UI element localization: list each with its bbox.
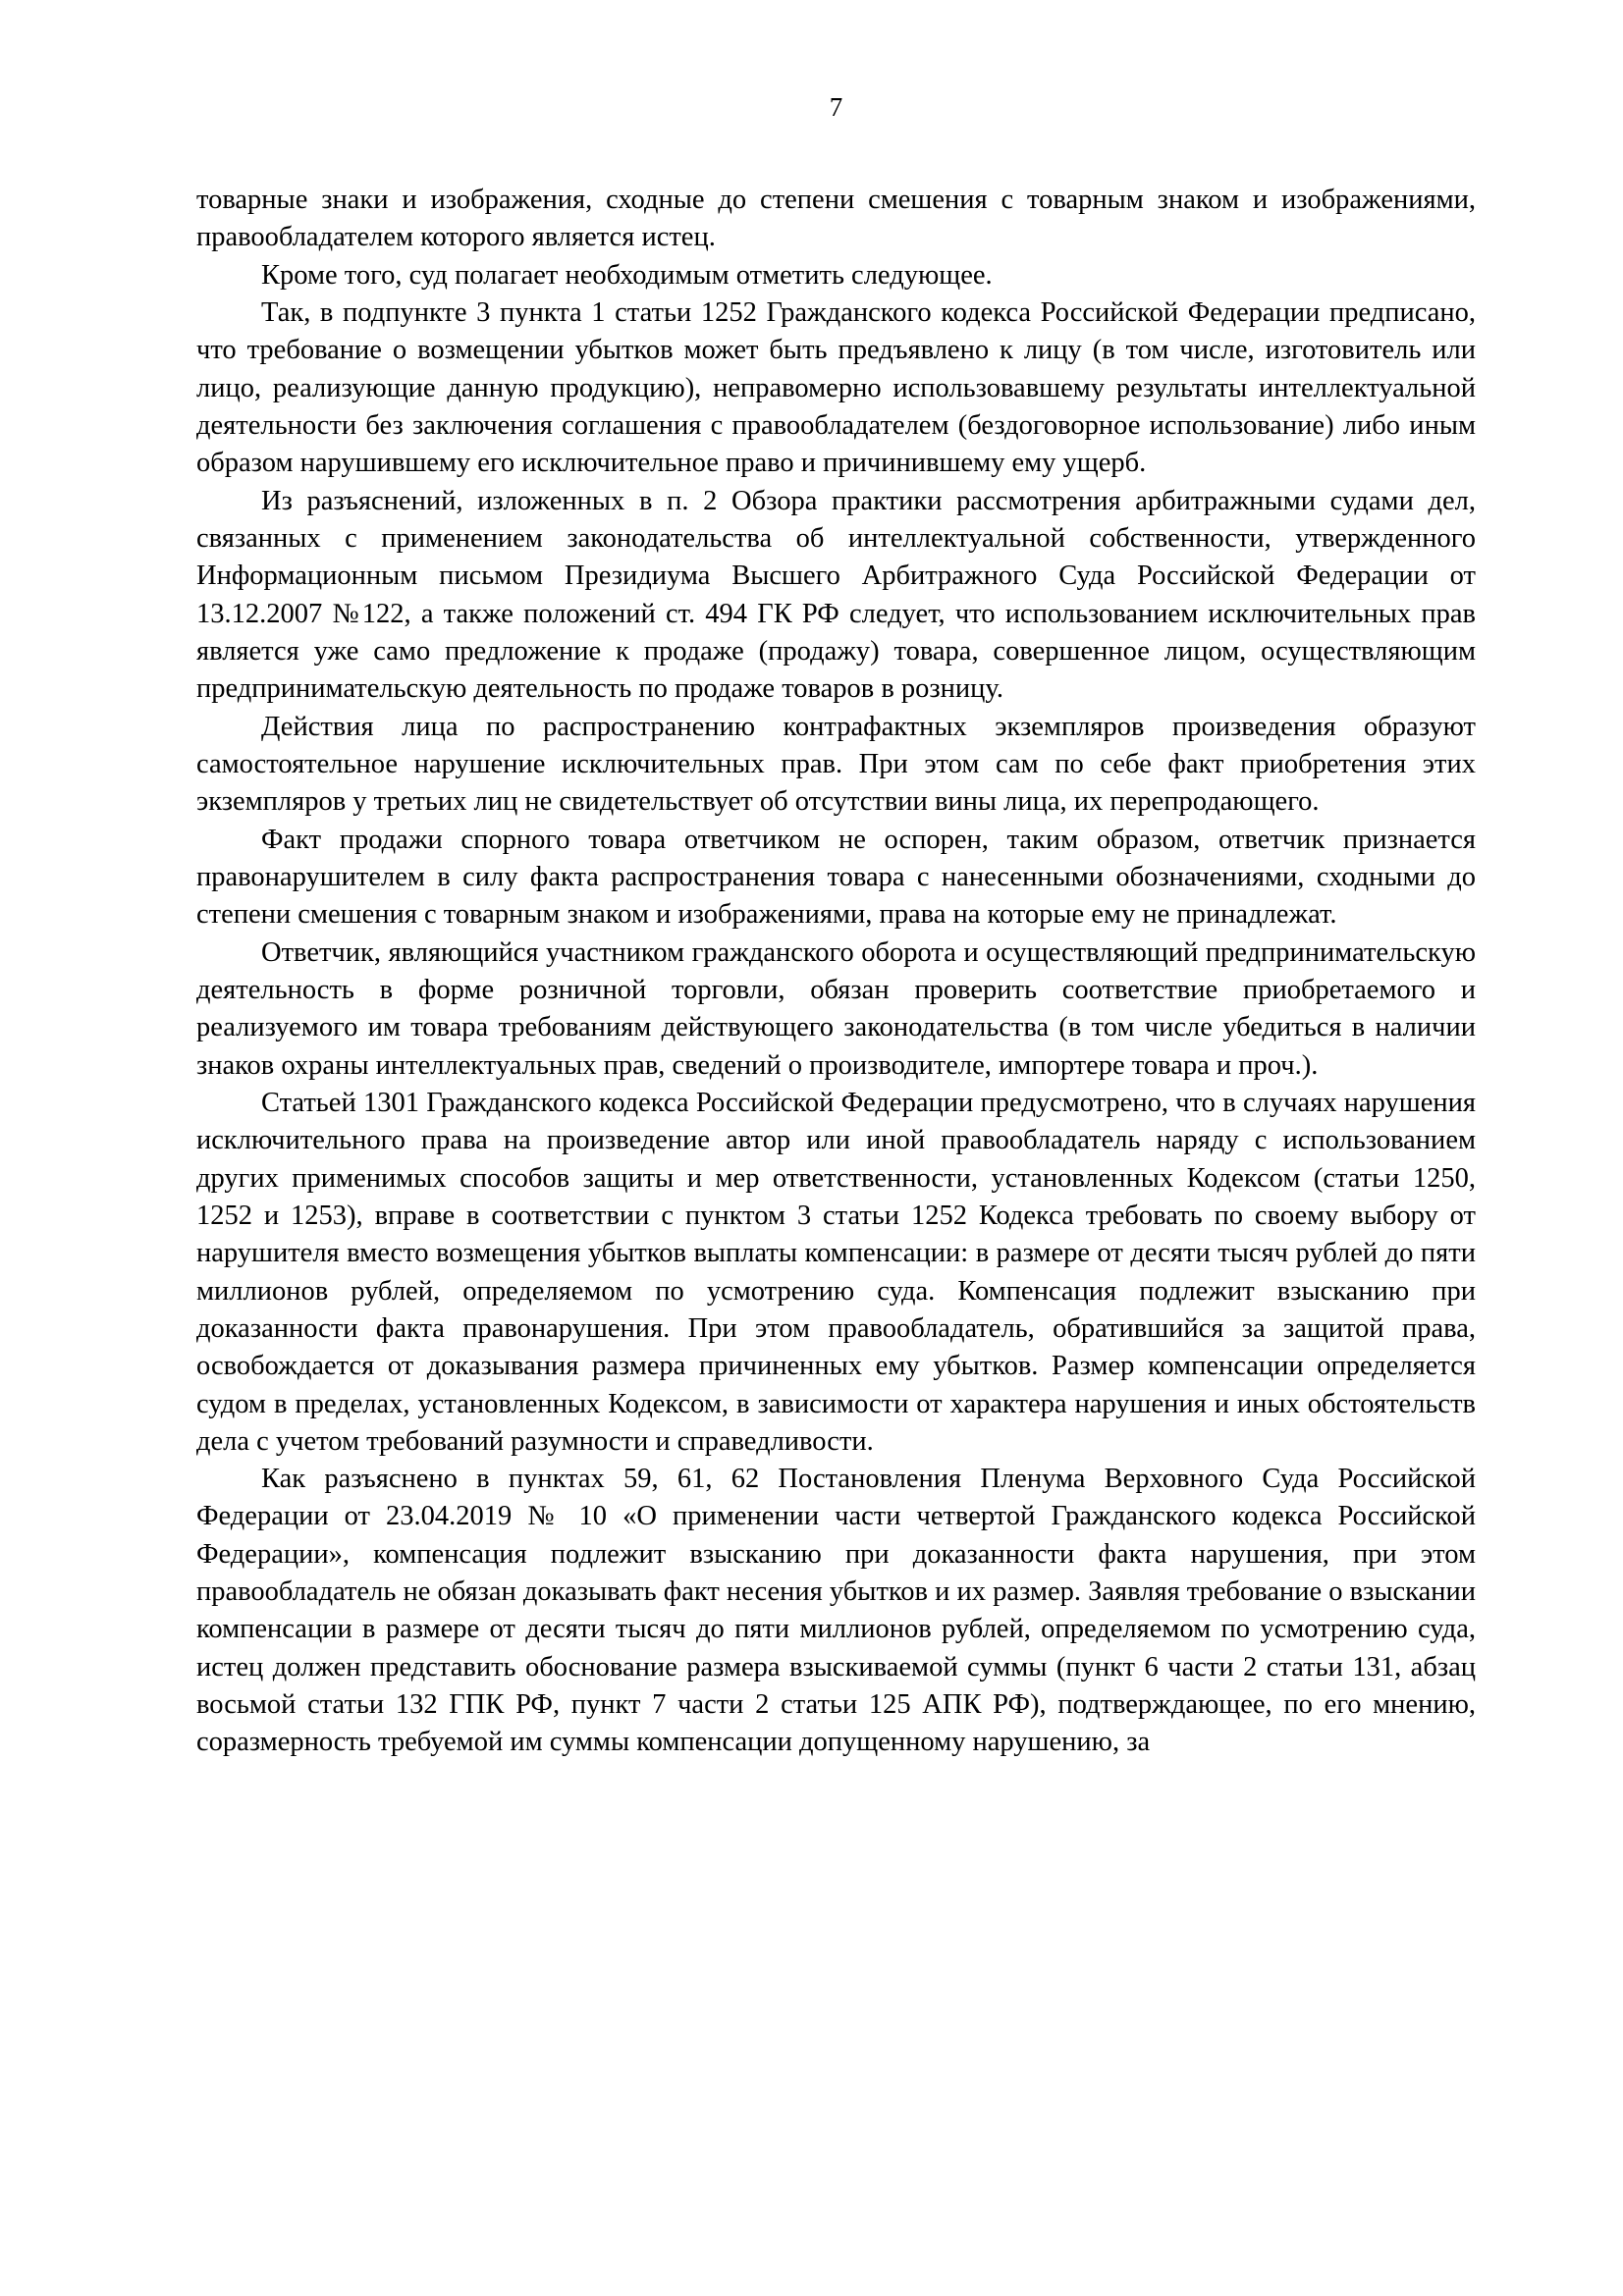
paragraph: Из разъяснений, изложенных в п. 2 Обзора практики рассмотрения арбитражными судами дел, связанных с применением законодательства об интеллектуальной собственности, утвержденного Информационным письмом Президиума Высшего Арбитражного Суда Российской Федерации от 13.12.2007 №122, а также положений ст. 494 ГК РФ следует, что использованием исключительных прав является уже само предложение к продаже (продажу) товара, совершенное лицом, осуществляющим предпринимательскую деятельность по продаже товаров в розницу. bbox=[196, 485, 1476, 705]
paragraph: Статьей 1301 Гражданского кодекса Российской Федерации предусмотрено, что в случаях нарушения исключительного права на произведение автор или иной правообладатель наряду с использованием других применимых способов защиты и мер ответственности, установленных Кодексом (статьи 1250, 1252 и 1253), вправе в соответствии с пунктом 3 статьи 1252 Кодекса требовать по своему выбору от нарушителя вместо возмещения убытков выплаты компенсации: в размере от десяти тысяч рублей до пяти миллионов рублей, определяемом по усмотрению суда. Компенсация подлежит взысканию при доказанности факта правонарушения. При этом правообладатель, обратившийся за защитой права, освобождается от доказывания размера причиненных ему убытков. Размер компенсации определяется судом в пределах, установленных Кодексом, в зависимости от характера нарушения и иных обстоятельств дела с учетом требований разумности и справедливости. bbox=[196, 1087, 1476, 1457]
paragraph: Кроме того, суд полагает необходимым отметить следующее. bbox=[261, 259, 993, 291]
paragraph: товарные знаки и изображения, сходные до степени смешения с товарным знаком и изображениями, правообладателем которого является истец. bbox=[196, 185, 1476, 253]
paragraph: Как разъяснено в пунктах 59, 61, 62 Постановления Пленума Верховного Суда Российской Федерации от 23.04.2019 № 10 «О применении части четвертой Гражданского кодекса Российской Федерации», компенсация подлежит взысканию при доказанности факта нарушения, при этом правообладатель не обязан доказывать факт несения убытков и их размер. Заявляя требование о взыскании компенсации в размере от десяти тысяч до пяти миллионов рублей, определяемом по усмотрению суда, истец должен представить обоснование размера взыскиваемой суммы (пункт 6 части 2 статьи 131, абзац восьмой статьи 132 ГПК РФ, пункт 7 части 2 статьи 125 АПК РФ), подтверждающее, по его мнению, соразмерность требуемой им суммы компенсации допущенному нарушению, за bbox=[196, 1464, 1476, 1758]
paragraph: Ответчик, являющийся участником гражданского оборота и осуществляющий предпринимательскую деятельность в форме розничной торговли, обязан проверить соответствие приобретаемого и реализуемого им товара требованиям действующего законодательства (в том числе убедиться в наличии знаков охраны интеллектуальных прав, сведений о производителе, импортере товара и проч.). bbox=[196, 936, 1476, 1081]
paragraph: Факт продажи спорного товара ответчиком не оспорен, таким образом, ответчик признается правонарушителем в силу факта распространения товара с нанесенными обозначениями, сходными до степени смешения с товарным знаком и изображениями, права на которые ему не принадлежат. bbox=[196, 824, 1476, 931]
document-body bbox=[196, 182, 1476, 1762]
paragraph: Действия лица по распространению контрафактных экземпляров произведения образуют самостоятельное нарушение исключительных прав. При этом сам по себе факт приобретения этих экземпляров у третьих лиц не свидетельствует об отсутствии вины лица, их перепродающего. bbox=[196, 711, 1476, 818]
paragraph: Так, в подпункте 3 пункта 1 статьи 1252 Гражданского кодекса Российской Федерации предписано, что требование о возмещении убытков может быть предъявлено к лицу (в том числе, изготовитель или лицо, реализующие данную продукцию), неправомерно использовавшему результаты интеллектуальной деятельности без заключения соглашения с правообладателем (бездоговорное использование) либо иным образом нарушившему его исключительное право и причинившему ему ущерб. bbox=[196, 296, 1476, 479]
page-number: 7 bbox=[829, 92, 843, 122]
